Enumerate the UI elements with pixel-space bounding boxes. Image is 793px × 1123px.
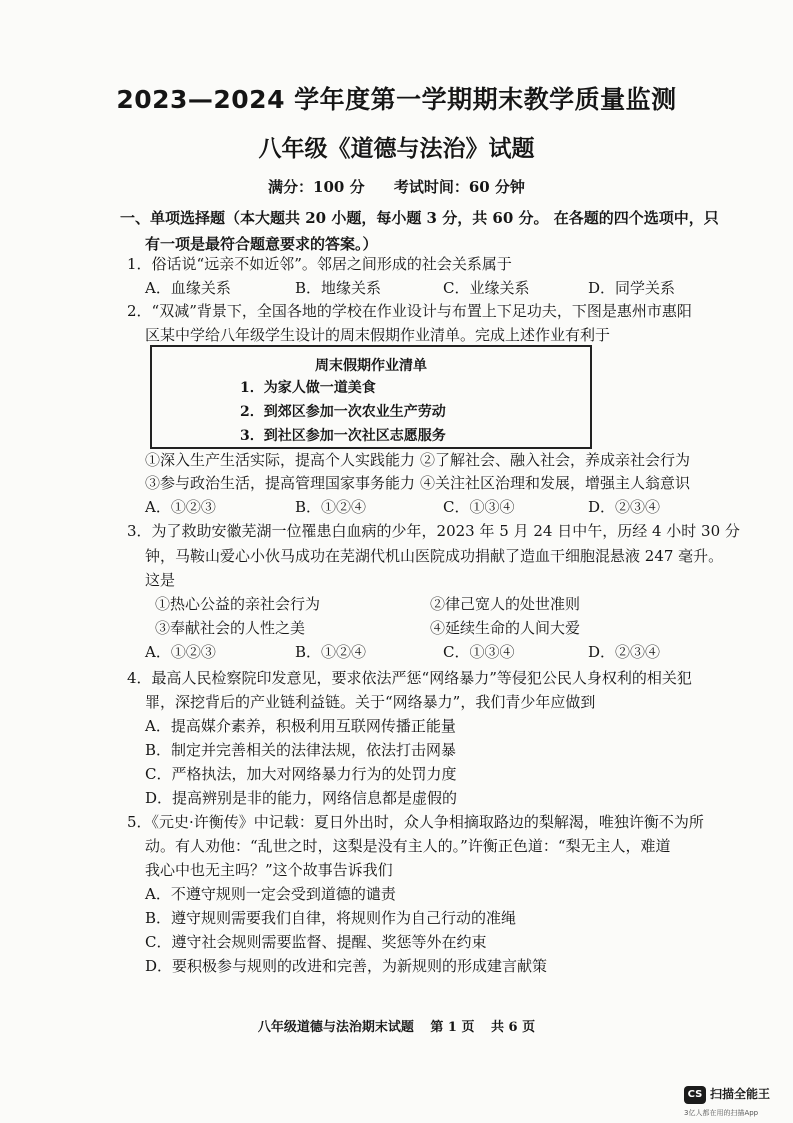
full-marks: 满分：100 分 xyxy=(268,178,365,196)
question-4-stem-cont: 罪，深挖背后的产业链利益链。关于“网络暴力”，我们青少年应做到 xyxy=(145,693,596,711)
scanner-watermark xyxy=(684,1084,793,1120)
exam-meta xyxy=(0,176,793,197)
question-4-option-d: D．提高辨别是非的能力，网络信息都是虚假的 xyxy=(145,789,458,807)
homework-item: 3．到社区参加一次社区志愿服务 xyxy=(240,428,446,444)
question-5-stem-cont: 我心中也无主吗？”这个故事告诉我们 xyxy=(145,861,393,879)
question-2-option-c: C．①③④ xyxy=(443,498,515,516)
page-footer xyxy=(0,1016,793,1035)
question-3-option-a: A．①②③ xyxy=(145,643,216,661)
question-5-option-d: D．要积极参与规则的改进和完善，为新规则的形成建言献策 xyxy=(145,957,548,975)
homework-item: 1．为家人做一道美食 xyxy=(240,380,376,396)
scanner-brand-name: 扫描全能王 xyxy=(710,1087,771,1101)
question-2-option-b: B．①②④ xyxy=(295,498,367,516)
footer-page-number: 第 1 页 xyxy=(430,1020,475,1035)
question-1-stem: 1．俗话说“远亲不如近邻”。邻居之间形成的社会关系属于 xyxy=(127,255,512,273)
homework-item: 2．到郊区参加一次农业生产劳动 xyxy=(240,404,446,420)
exam-time: 考试时间：60 分钟 xyxy=(393,178,525,196)
question-2-statement: ①深入生产生活实际，提高个人实践能力 xyxy=(145,451,416,469)
question-5-stem-cont: 动。有人劝他：“乱世之时，这梨是没有主人的。”许衡正色道：“梨无主人，难道 xyxy=(145,837,671,855)
question-3-stem: 3．为了救助安徽芜湖一位罹患白血病的少年，2023 年 5 月 24 日中午，历经 4 小时 30 分 xyxy=(127,522,740,540)
footer-total-pages: 共 6 页 xyxy=(491,1020,536,1035)
question-5-option-b: B．遵守规则需要我们自律，将规则作为自己行动的准绳 xyxy=(145,909,517,927)
question-1-option-d: D．同学关系 xyxy=(588,279,676,297)
question-3-option-b: B．①②④ xyxy=(295,643,367,661)
question-1-option-c: C．业缘关系 xyxy=(443,279,530,297)
exam-title: 2023—2024 学年度第一学期期末教学质量监测 xyxy=(116,85,677,114)
question-3-statement: ②律己宽人的处世准则 xyxy=(430,595,581,613)
question-2-stem-cont: 区某中学给八年级学生设计的周末假期作业清单。完成上述作业有利于 xyxy=(145,326,611,344)
question-3-stem-cont: 这是 xyxy=(145,571,176,589)
scanner-tagline: 3亿人都在用的扫描App xyxy=(684,1109,759,1117)
question-3-statement: ③奉献社会的人性之美 xyxy=(155,619,306,637)
question-5-option-c: C．遵守社会规则需要监督、提醒、奖惩等外在约束 xyxy=(145,933,487,951)
question-3-statement: ④延续生命的人间大爱 xyxy=(430,619,581,637)
question-5-stem: 5．《元史·许衡传》中记载：夏日外出时，众人争相摘取路边的梨解渴，唯独许衡不为所 xyxy=(127,813,704,831)
question-2-statement: ②了解社会、融入社会，养成亲社会行为 xyxy=(420,451,691,469)
question-2-statement: ④关注社区治理和发展，增强主人翁意识 xyxy=(420,474,691,492)
question-1-option-a: A．血缘关系 xyxy=(145,279,231,297)
exam-subtitle: 八年级《道德与法治》试题 xyxy=(258,136,535,162)
question-3-stem-cont: 钟，马鞍山爱心小伙马成功在芜湖代机山医院成功捐献了造血干细胞混悬液 247 毫升。 xyxy=(145,547,724,565)
homework-list-title: 周末假期作业清单 xyxy=(315,358,427,374)
question-4-stem: 4．最高人民检察院印发意见，要求依法严惩“网络暴力”等侵犯公民人身权利的相关犯 xyxy=(127,669,692,687)
homework-list-box xyxy=(150,345,592,449)
footer-exam-name: 八年级道德与法治期末试题 xyxy=(257,1020,414,1035)
question-3-option-c: C．①③④ xyxy=(443,643,515,661)
question-3-statement: ①热心公益的亲社会行为 xyxy=(155,595,321,613)
question-1-option-b: B．地缘关系 xyxy=(295,279,382,297)
section-heading: 一、单项选择题（本大题共 20 小题，每小题 3 分，共 60 分。 在各题的四个选项中，只 xyxy=(120,209,719,227)
question-3-option-d: D．②③④ xyxy=(588,643,661,661)
question-2-option-d: D．②③④ xyxy=(588,498,661,516)
section-heading-cont: 有一项是最符合题意要求的答案。） xyxy=(145,235,378,253)
question-2-stem: 2．“双减”背景下，全国各地的学校在作业设计与布置上下足功夫，下图是惠州市惠阳 xyxy=(127,302,692,320)
question-4-option-a: A．提高媒介素养，积极利用互联网传播正能量 xyxy=(145,717,456,735)
camscanner-logo-icon: CS xyxy=(684,1086,706,1104)
question-4-option-b: B．制定并完善相关的法律法规，依法打击网暴 xyxy=(145,741,457,759)
question-4-option-c: C．严格执法，加大对网络暴力行为的处罚力度 xyxy=(145,765,457,783)
question-2-option-a: A．①②③ xyxy=(145,498,216,516)
question-5-option-a: A．不遵守规则一定会受到道德的谴责 xyxy=(145,885,396,903)
question-2-statement: ③参与政治生活，提高管理国家事务能力 xyxy=(145,474,416,492)
